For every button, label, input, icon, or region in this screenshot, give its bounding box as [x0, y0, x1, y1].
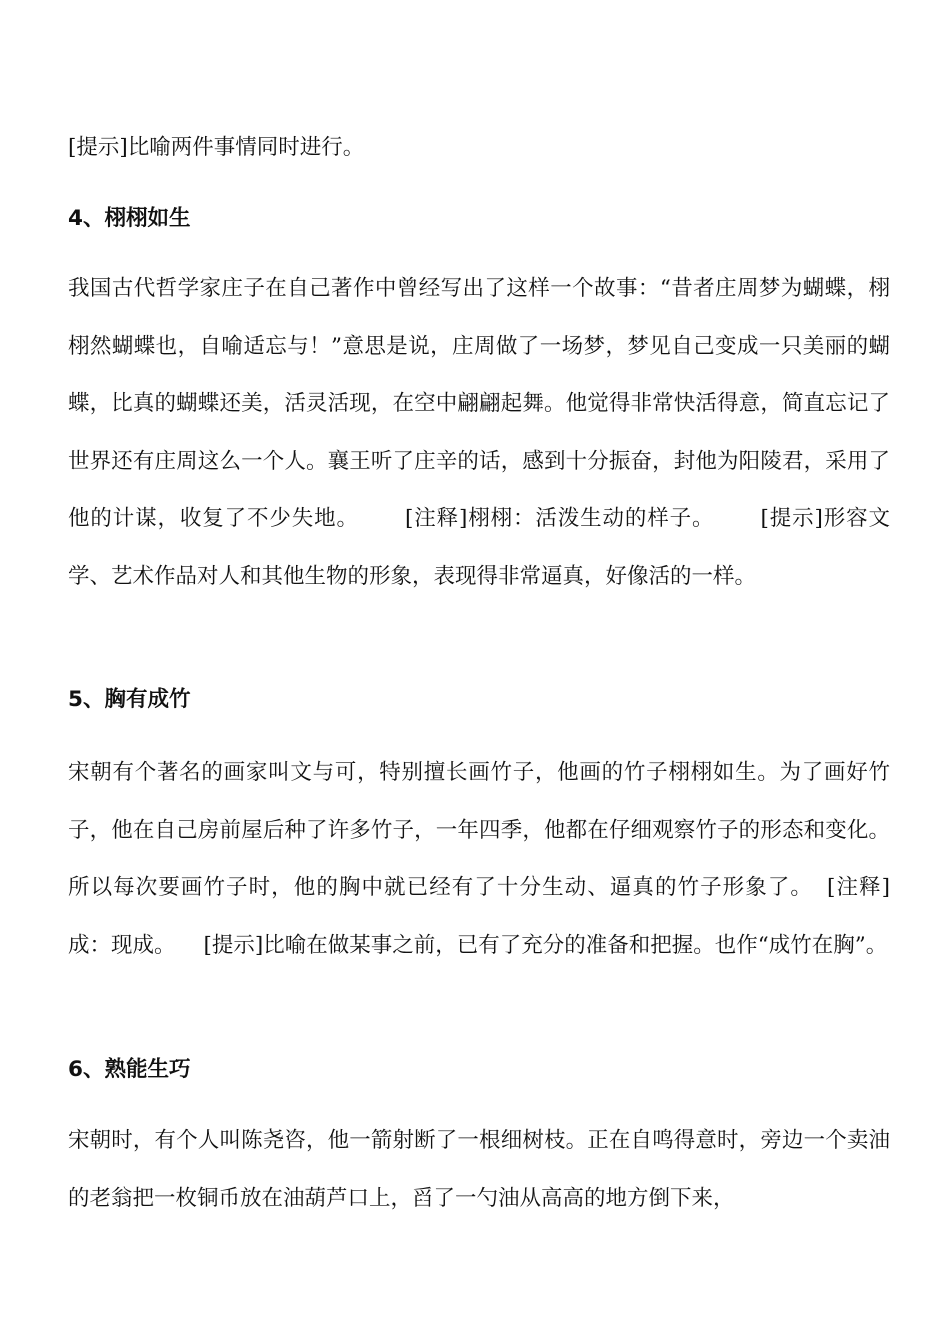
section-body-6	[68, 1112, 890, 1227]
story-text: 宋朝时，有个人叫陈尧咨，他一箭射断了一根细树枝。正在自鸣得意时，旁边一个卖油的老翁把一枚铜币放在油葫芦口上，舀了一勺油从高高的地方倒下来，	[68, 1128, 890, 1211]
hint-text: [提示]形容文学、艺术作品对人和其他生物的形象，表现得非常逼真，好像活的一样。	[68, 506, 890, 589]
section-heading-4: 4、栩栩如生	[68, 206, 191, 231]
section-body-5	[68, 744, 890, 974]
section-heading-6: 6、熟能生巧	[68, 1057, 191, 1082]
story-text: 宋朝有个著名的画家叫文与可，特别擅长画竹子，他画的竹子栩栩如生。为了画好竹子，他在自己房前屋后种了许多竹子，一年四季，他都在仔细观察竹子的形态和变化。所以每次要画竹子时，他的胸中就已经有了十分生动、逼真的竹子形象了。	[68, 760, 890, 900]
intro-hint-text: [提示]比喻两件事情同时进行。	[68, 135, 365, 160]
note-text: [注释]栩栩：活泼生动的样子。	[404, 506, 715, 531]
section-body-4	[68, 260, 890, 605]
note-text: [注释]成：现成。	[68, 875, 890, 958]
section-heading-5: 5、胸有成竹	[68, 687, 191, 712]
story-text: 我国古代哲学家庄子在自己著作中曾经写出了这样一个故事：“昔者庄周梦为蝴蝶，栩栩然蝴蝶也，自喻适忘与！”意思是说，庄周做了一场梦，梦见自己变成一只美丽的蝴蝶，比真的蝴蝶还美，活灵活现，在空中翩翩起舞。他觉得非常快活得意，简直忘记了世界还有庄周这么一个人。襄王听了庄辛的话，感到十分振奋，封他为阳陵君，采用了他的计谋，收复了不少失地。	[68, 276, 890, 531]
hint-text: [提示]比喻在做某事之前，已有了充分的准备和把握。也作“成竹在胸”。	[203, 932, 888, 958]
intro-hint	[68, 119, 890, 177]
